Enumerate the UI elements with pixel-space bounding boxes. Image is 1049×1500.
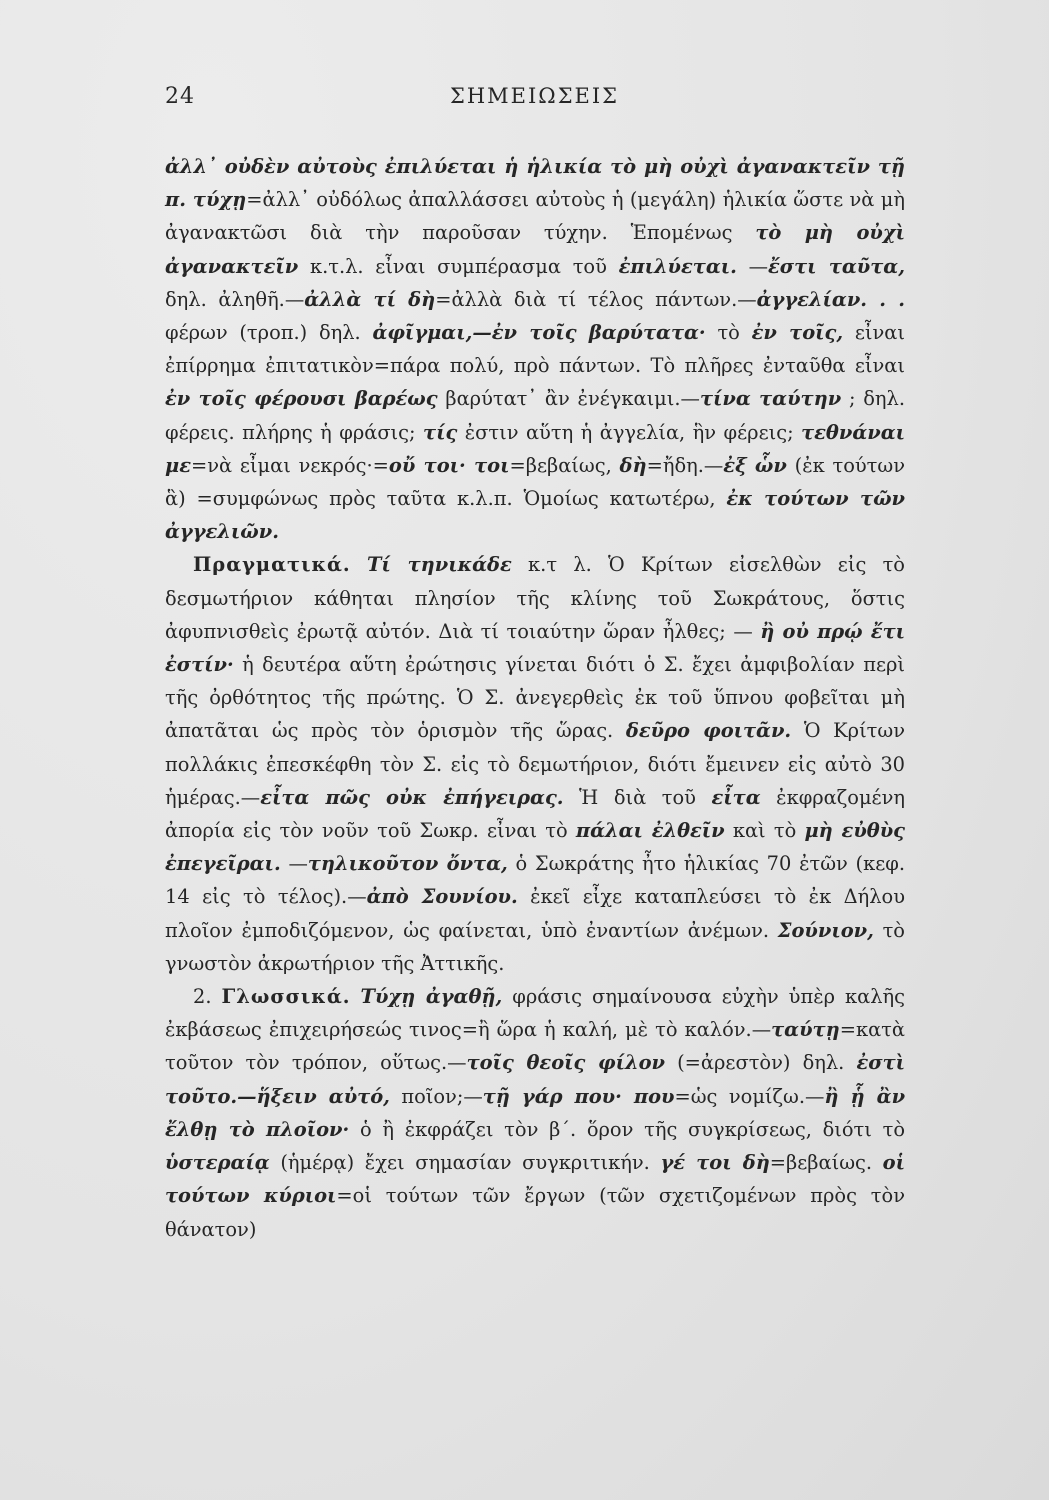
greek-lemma: ἀπὸ Σουνίου.	[366, 885, 518, 909]
page-header	[165, 84, 905, 114]
commentary-text: ὁ ἢ ἐκφράζει τὸν β΄. ὅρον τῆς συγκρίσεως, διότι τὸ	[349, 1117, 905, 1141]
paragraph	[165, 548, 905, 980]
commentary-text: =ἀλλ᾽ οὐδόλως ἀπαλλάσσει αὐτοὺς ἡ (μεγάλη) ἡλικία ὥστε νὰ μὴ ἀγανακτῶσι διὰ τὴν παροῦσαν τύχην. Ἑπομένως	[165, 188, 905, 245]
commentary-text: —	[280, 852, 308, 876]
commentary-text: φέρων (τροπ.) δηλ.	[165, 321, 373, 345]
page-number: 24	[165, 84, 195, 109]
commentary-text: =νὰ εἶμαι νεκρός·=	[190, 453, 389, 477]
greek-lemma: δὴ	[619, 453, 647, 477]
greek-lemma: τίνα ταύτην	[699, 387, 842, 411]
greek-lemma: ὑστεραίᾳ	[165, 1151, 270, 1175]
commentary-text: (ἐκ τούτων ἃ) =συμφώνως πρὸς ταῦτα κ.λ.π. Ὁμοίως κατωτέρω,	[165, 453, 906, 511]
commentary-text: =κατὰ τοῦτον τὸν τρόπον, οὕτως.—	[165, 1018, 905, 1075]
greek-lemma: ἐστὶ τοῦτο.—ἥξειν αὐτό,	[165, 1051, 905, 1108]
greek-lemma: τῇ γάρ που· που	[482, 1084, 675, 1108]
greek-lemma: ταύτῃ	[771, 1018, 840, 1042]
running-title: ΣΗΜΕΙΩΣΕΙΣ	[450, 84, 620, 108]
commentary-text: τὸ γνωστὸν ἀκρωτήριον τῆς Ἀττικῆς.	[165, 918, 905, 975]
commentary-text: κ.τ.λ. εἶναι συμπέρασμα τοῦ	[298, 254, 619, 278]
commentary-text: τὸ	[705, 321, 752, 345]
greek-lemma: μὴ εὐθὺς ἐπεγεῖραι.	[165, 819, 905, 876]
greek-lemma: ἐν τοῖς φέρουσι βαρέως	[165, 387, 438, 411]
greek-lemma: ἐξ ὧν	[723, 453, 787, 477]
commentary-text: βαρύτατ᾽ ἂν ἐνέγκαιμι.—	[437, 387, 700, 411]
commentary-text: καὶ τὸ	[724, 819, 805, 843]
commentary-text	[351, 985, 361, 1008]
commentary-text: =ὡς νομίζω.—	[674, 1084, 825, 1108]
greek-lemma: εἶτα	[711, 785, 761, 809]
commentary-text: ; δηλ. φέρεις. πλήρης ἡ φράσις;	[165, 387, 905, 444]
greek-lemma: πάλαι ἐλθεῖν	[575, 819, 725, 843]
greek-lemma: δεῦρο φοιτᾶν.	[625, 719, 792, 743]
notes-body	[165, 150, 905, 1246]
commentary-text: =βεβαίως,	[509, 453, 620, 477]
greek-lemma: ἀλλὰ τί δὴ	[304, 287, 436, 311]
greek-lemma: ἀφῖγμαι,—ἐν τοῖς βαρύτατα·	[372, 321, 706, 345]
greek-lemma: ἐπιλύεται.	[618, 254, 737, 278]
commentary-text: =ἀλλὰ διὰ τί τέλος πάντων.—	[435, 287, 757, 311]
commentary-text: =ἤδη.—	[646, 453, 724, 477]
commentary-text: ἐστιν αὕτη ἡ ἀγγελία, ἣν φέρεις;	[457, 420, 802, 444]
commentary-text: =βεβαίως.	[769, 1151, 883, 1175]
greek-lemma: Σούνιον,	[777, 918, 874, 942]
commentary-text: δηλ. ἀληθῆ.—	[165, 287, 305, 311]
greek-lemma: ἔστι ταῦτα,	[768, 254, 905, 278]
commentary-text: =οἱ τούτων τῶν ἔργων (τῶν σχετιζομένων πρὸς τὸν θάνατον)	[165, 1184, 905, 1241]
commentary-text: φράσις σημαίνουσα εὐχὴν ὑπὲρ καλῆς ἐκβάσεως ἐπιχειρήσεώς τινος=ἢ ὥρα ἡ καλή, μὲ τὸ καλόν.—	[165, 985, 905, 1042]
commentary-text: ἡ δευτέρα αὕτη ἐρώτησις γίνεται διότι ὁ Σ. ἔχει ἀμφιβολίαν περὶ τῆς ὀρθότητος τῆς πρώτης. Ὁ Σ. ἀνεγερθεὶς ἐκ τοῦ ὕπνου φοβεῖται μὴ ἀπατᾶται ὡς πρὸς τὸν ὁρισμὸν τῆς ὥρας.	[165, 653, 905, 743]
greek-lemma: τίς	[423, 420, 458, 444]
commentary-text: Ἡ διὰ τοῦ	[563, 785, 712, 809]
section-heading: Γλωσσικά.	[221, 985, 351, 1009]
greek-lemma: τεθνάναι με	[165, 420, 905, 477]
commentary-text: κ.τ λ. Ὁ Κρίτων εἰσελθὼν εἰς τὸ δεσμωτήριον κάθηται πλησίον τῆς κλίνης τοῦ Σωκράτους, ὅστις ἀφυπνισθεὶς ἐρωτᾷ αὐτόν. Διὰ τί τοιαύτην ὥραν ἦλθες; —	[165, 553, 905, 643]
paragraph	[165, 150, 905, 548]
commentary-text: ποῖον;—	[389, 1084, 483, 1108]
commentary-text: ἐκεῖ εἶχε καταπλεύσει τὸ ἐκ Δήλου πλοῖον ἐμποδιζόμενον, ὡς φαίνεται, ὑπὸ ἐναντίων ἀνέμων.	[165, 885, 906, 942]
greek-lemma: ἀγγελίαν. . .	[756, 287, 906, 311]
commentary-text: Ὁ Κρίτων πολλάκις ἐπεσκέφθη τὸν Σ. εἰς τὸ δεμωτήριον, διότι ἔμεινεν εἰς αὐτὸ 30 ἡμέρας.—	[165, 719, 905, 809]
greek-lemma: τὸ μὴ οὐχὶ ἀγανακτεῖν	[165, 221, 905, 278]
greek-lemma: ἢ οὐ πρῴ ἔτι ἐστίν·	[165, 619, 905, 677]
greek-lemma: οὔ τοι· τοι	[388, 453, 510, 477]
commentary-text: εἶναι ἐπίρρημα ἐπιτατικὸν=πάρα πολύ, πρὸ πάντων. Τὸ πλῆρες ἐνταῦθα εἶναι	[165, 321, 905, 378]
commentary-text: (=ἀρεστὸν) δηλ.	[664, 1051, 857, 1075]
commentary-text: ἐκφραζομένη ἀπορία εἰς τὸν νοῦν τοῦ Σωκρ. εἶναι τὸ	[165, 785, 905, 843]
section-heading: Πραγματικά.	[193, 553, 351, 577]
commentary-text: 2.	[193, 985, 222, 1009]
commentary-text: (ἡμέρᾳ) ἔχει σημασίαν συγκριτικήν.	[269, 1151, 661, 1175]
greek-lemma: ἐκ τούτων τῶν ἀγγελιῶν.	[165, 487, 905, 544]
paragraph	[165, 980, 905, 1246]
greek-lemma: γέ τοι δὴ	[660, 1151, 770, 1175]
greek-lemma: τηλικοῦτον ὄντα,	[307, 852, 508, 876]
greek-lemma: οἱ τούτων κύριοι	[165, 1151, 905, 1208]
greek-lemma: ἢ ᾗ ἂν ἔλθῃ τὸ πλοῖον·	[165, 1084, 906, 1141]
greek-lemma: ἀλλ᾽ οὐδὲν αὐτοὺς ἐπιλύεται ἡ ἡλικία τὸ μὴ οὐχὶ ἀγανακτεῖν τῇ π. τύχῃ	[165, 155, 905, 212]
commentary-text: —	[736, 254, 769, 278]
greek-lemma: τοῖς θεοῖς φίλον	[466, 1051, 665, 1075]
commentary-text: ὁ Σωκράτης ἦτο ἡλικίας 70 ἐτῶν (κεφ. 14 εἰς τὸ τέλος).—	[165, 852, 906, 909]
greek-lemma: Τύχῃ ἀγαθῇ,	[360, 985, 503, 1009]
greek-lemma: ἐν τοῖς,	[751, 321, 844, 345]
commentary-text	[351, 553, 367, 576]
greek-lemma: Τί τηνικάδε	[366, 553, 512, 577]
greek-lemma: εἶτα πῶς οὐκ ἐπήγειρας.	[260, 785, 564, 809]
